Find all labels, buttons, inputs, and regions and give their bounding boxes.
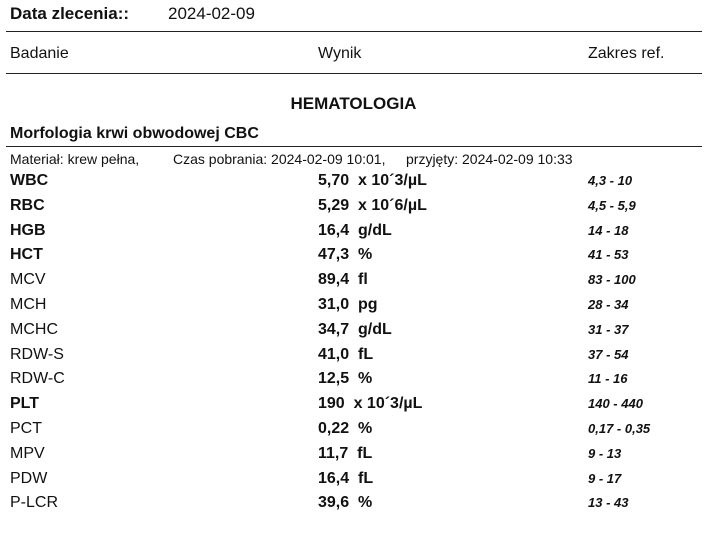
reference-range: 9 - 13 [588, 446, 622, 461]
panel-divider [6, 146, 702, 147]
test-result-value: 5,70 x 10´3/µL [318, 172, 427, 189]
result-row [0, 395, 707, 420]
reference-range: 37 - 54 [588, 347, 629, 362]
test-name: P-LCR [10, 494, 59, 511]
test-name: PLT [10, 395, 40, 412]
result-row [0, 246, 707, 271]
test-result-value: 34,7 g/dL [318, 321, 392, 338]
test-result-value: 0,22 % [318, 420, 373, 437]
test-name: HCT [10, 246, 43, 263]
top-divider [6, 31, 702, 32]
header-divider [6, 73, 702, 74]
test-name: MCHC [10, 321, 58, 338]
test-result-value: 11,7 fL [318, 445, 373, 462]
test-result-value: 16,4 g/dL [318, 222, 392, 239]
reference-range: 4,5 - 5,9 [588, 198, 636, 213]
result-row [0, 172, 707, 197]
test-name: WBC [10, 172, 49, 189]
test-name: MCH [10, 296, 47, 313]
test-name: HGB [10, 222, 46, 239]
result-row [0, 346, 707, 371]
test-name: PCT [10, 420, 42, 437]
reference-range: 9 - 17 [588, 471, 622, 486]
result-row [0, 296, 707, 321]
result-row [0, 197, 707, 222]
test-result-value: 16,4 fL [318, 470, 374, 487]
result-row [0, 494, 707, 519]
reference-range: 13 - 43 [588, 495, 629, 510]
reference-range: 28 - 34 [588, 297, 629, 312]
test-name: PDW [10, 470, 48, 487]
test-result-value: 47,3 % [318, 246, 373, 263]
result-row [0, 271, 707, 296]
test-result-value: 31,0 pg [318, 296, 378, 313]
test-result-value: 12,5 % [318, 370, 373, 387]
reference-range: 41 - 53 [588, 247, 629, 262]
test-result-value: 89,4 fl [318, 271, 368, 288]
material-info: Materiał: krew pełna, [10, 151, 140, 167]
collection-time: Czas pobrania: 2024-02-09 10:01, [173, 151, 386, 167]
column-header-result: Wynik [318, 45, 362, 62]
panel-title: Morfologia krwi obwodowej CBC [10, 125, 259, 142]
result-row [0, 420, 707, 445]
order-date-value: 2024-02-09 [168, 4, 255, 23]
column-header-ref-range: Zakres ref. [588, 45, 665, 62]
test-name: RBC [10, 197, 45, 214]
result-row [0, 321, 707, 346]
order-date-label: Data zlecenia:: [10, 4, 130, 23]
reference-range: 140 - 440 [588, 396, 643, 411]
received-time: przyjęty: 2024-02-09 10:33 [406, 151, 573, 167]
reference-range: 31 - 37 [588, 322, 629, 337]
test-result-value: 190 x 10´3/µL [318, 395, 423, 412]
reference-range: 0,17 - 0,35 [588, 421, 651, 436]
test-result-value: 39,6 % [318, 494, 373, 511]
result-row [0, 445, 707, 470]
section-title: HEMATOLOGIA [290, 94, 417, 113]
reference-range: 14 - 18 [588, 223, 629, 238]
test-name: RDW-C [10, 370, 65, 387]
test-name: MCV [10, 271, 46, 288]
test-name: MPV [10, 445, 45, 462]
column-header-test: Badanie [10, 45, 69, 62]
reference-range: 83 - 100 [588, 272, 636, 287]
test-result-value: 41,0 fL [318, 346, 374, 363]
reference-range: 4,3 - 10 [588, 173, 633, 188]
test-result-value: 5,29 x 10´6/µL [318, 197, 427, 214]
result-row [0, 222, 707, 247]
test-name: RDW-S [10, 346, 64, 363]
result-row [0, 370, 707, 395]
reference-range: 11 - 16 [588, 371, 628, 386]
result-row [0, 470, 707, 495]
